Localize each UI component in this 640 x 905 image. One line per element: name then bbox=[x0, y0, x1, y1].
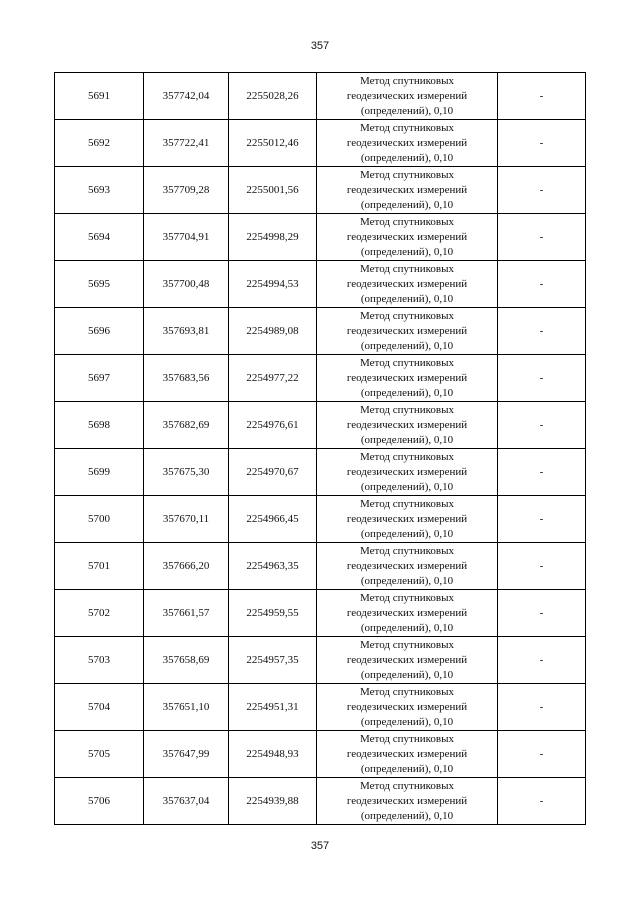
y-coordinate-cell: 2254939,88 bbox=[229, 778, 317, 825]
method-line: Метод спутниковых bbox=[360, 403, 454, 416]
point-number-cell: 5699 bbox=[55, 449, 144, 496]
y-coordinate-cell: 2254989,08 bbox=[229, 308, 317, 355]
description-cell: - bbox=[498, 308, 586, 355]
point-number-cell: 5695 bbox=[55, 261, 144, 308]
x-coordinate-cell: 357722,41 bbox=[144, 120, 229, 167]
method-cell bbox=[317, 355, 498, 402]
method-cell bbox=[317, 778, 498, 825]
method-line: геодезических измерений bbox=[346, 653, 468, 666]
description-cell: - bbox=[498, 167, 586, 214]
description-cell: - bbox=[498, 778, 586, 825]
method-line: (определений), 0,10 bbox=[360, 292, 454, 305]
method-cell bbox=[317, 637, 498, 684]
coordinates-table bbox=[54, 72, 586, 825]
method-line: Метод спутниковых bbox=[360, 638, 454, 651]
point-number-cell: 5693 bbox=[55, 167, 144, 214]
method-line: Метод спутниковых bbox=[360, 356, 454, 369]
point-number-cell: 5698 bbox=[55, 402, 144, 449]
method-line: геодезических измерений bbox=[346, 606, 468, 619]
table-row bbox=[55, 355, 586, 402]
method-line: (определений), 0,10 bbox=[360, 621, 454, 634]
y-coordinate-cell: 2254963,35 bbox=[229, 543, 317, 590]
method-line: Метод спутниковых bbox=[360, 168, 454, 181]
table-row bbox=[55, 308, 586, 355]
x-coordinate-cell: 357704,91 bbox=[144, 214, 229, 261]
x-coordinate-cell: 357683,56 bbox=[144, 355, 229, 402]
method-cell bbox=[317, 590, 498, 637]
method-line: Метод спутниковых bbox=[360, 309, 454, 322]
method-line: (определений), 0,10 bbox=[360, 762, 454, 775]
point-number-cell: 5706 bbox=[55, 778, 144, 825]
y-coordinate-cell: 2255001,56 bbox=[229, 167, 317, 214]
point-number-cell: 5704 bbox=[55, 684, 144, 731]
method-line: (определений), 0,10 bbox=[360, 339, 454, 352]
y-coordinate-cell: 2254951,31 bbox=[229, 684, 317, 731]
method-line: геодезических измерений bbox=[346, 136, 468, 149]
description-cell: - bbox=[498, 214, 586, 261]
method-cell bbox=[317, 496, 498, 543]
method-line: (определений), 0,10 bbox=[360, 668, 454, 681]
point-number-cell: 5694 bbox=[55, 214, 144, 261]
page-number-bottom: 357 bbox=[310, 840, 330, 852]
method-line: геодезических измерений bbox=[346, 700, 468, 713]
description-cell: - bbox=[498, 120, 586, 167]
page-number-top: 357 bbox=[310, 40, 330, 52]
method-line: (определений), 0,10 bbox=[360, 245, 454, 258]
table-row bbox=[55, 543, 586, 590]
method-line: геодезических измерений bbox=[346, 324, 468, 337]
method-line: (определений), 0,10 bbox=[360, 527, 454, 540]
method-line: Метод спутниковых bbox=[360, 779, 454, 792]
point-number-cell: 5691 bbox=[55, 73, 144, 120]
method-cell bbox=[317, 308, 498, 355]
method-line: Метод спутниковых bbox=[360, 121, 454, 134]
point-number-cell: 5697 bbox=[55, 355, 144, 402]
method-line: (определений), 0,10 bbox=[360, 151, 454, 164]
method-line: Метод спутниковых bbox=[360, 591, 454, 604]
method-line: Метод спутниковых bbox=[360, 732, 454, 745]
x-coordinate-cell: 357693,81 bbox=[144, 308, 229, 355]
table-row bbox=[55, 402, 586, 449]
table-row bbox=[55, 261, 586, 308]
description-cell: - bbox=[498, 590, 586, 637]
method-line: геодезических измерений bbox=[346, 794, 468, 807]
description-cell: - bbox=[498, 637, 586, 684]
method-line: Метод спутниковых bbox=[360, 497, 454, 510]
x-coordinate-cell: 357647,99 bbox=[144, 731, 229, 778]
x-coordinate-cell: 357700,48 bbox=[144, 261, 229, 308]
x-coordinate-cell: 357675,30 bbox=[144, 449, 229, 496]
table-row bbox=[55, 449, 586, 496]
method-line: (определений), 0,10 bbox=[360, 198, 454, 211]
method-line: геодезических измерений bbox=[346, 183, 468, 196]
description-cell: - bbox=[498, 684, 586, 731]
x-coordinate-cell: 357651,10 bbox=[144, 684, 229, 731]
method-cell bbox=[317, 731, 498, 778]
x-coordinate-cell: 357658,69 bbox=[144, 637, 229, 684]
y-coordinate-cell: 2254977,22 bbox=[229, 355, 317, 402]
method-line: геодезических измерений bbox=[346, 277, 468, 290]
table-row bbox=[55, 496, 586, 543]
method-cell bbox=[317, 167, 498, 214]
y-coordinate-cell: 2254948,93 bbox=[229, 731, 317, 778]
method-line: Метод спутниковых bbox=[360, 74, 454, 87]
point-number-cell: 5696 bbox=[55, 308, 144, 355]
y-coordinate-cell: 2254957,35 bbox=[229, 637, 317, 684]
method-line: геодезических измерений bbox=[346, 512, 468, 525]
y-coordinate-cell: 2254970,67 bbox=[229, 449, 317, 496]
method-line: геодезических измерений bbox=[346, 559, 468, 572]
point-number-cell: 5702 bbox=[55, 590, 144, 637]
method-cell bbox=[317, 543, 498, 590]
table-row bbox=[55, 214, 586, 261]
method-line: геодезических измерений bbox=[346, 465, 468, 478]
method-line: Метод спутниковых bbox=[360, 262, 454, 275]
method-line: (определений), 0,10 bbox=[360, 386, 454, 399]
point-number-cell: 5700 bbox=[55, 496, 144, 543]
table-row bbox=[55, 731, 586, 778]
description-cell: - bbox=[498, 73, 586, 120]
description-cell: - bbox=[498, 543, 586, 590]
coordinates-table-body bbox=[55, 73, 586, 825]
y-coordinate-cell: 2255012,46 bbox=[229, 120, 317, 167]
x-coordinate-cell: 357709,28 bbox=[144, 167, 229, 214]
method-cell bbox=[317, 73, 498, 120]
method-cell bbox=[317, 261, 498, 308]
y-coordinate-cell: 2254966,45 bbox=[229, 496, 317, 543]
point-number-cell: 5692 bbox=[55, 120, 144, 167]
description-cell: - bbox=[498, 261, 586, 308]
y-coordinate-cell: 2254976,61 bbox=[229, 402, 317, 449]
method-line: геодезических измерений bbox=[346, 418, 468, 431]
table-row bbox=[55, 778, 586, 825]
method-line: геодезических измерений bbox=[346, 89, 468, 102]
method-cell bbox=[317, 402, 498, 449]
description-cell: - bbox=[498, 449, 586, 496]
method-line: (определений), 0,10 bbox=[360, 433, 454, 446]
x-coordinate-cell: 357661,57 bbox=[144, 590, 229, 637]
y-coordinate-cell: 2254994,53 bbox=[229, 261, 317, 308]
method-cell bbox=[317, 214, 498, 261]
point-number-cell: 5701 bbox=[55, 543, 144, 590]
y-coordinate-cell: 2254959,55 bbox=[229, 590, 317, 637]
method-line: Метод спутниковых bbox=[360, 685, 454, 698]
description-cell: - bbox=[498, 402, 586, 449]
method-line: геодезических измерений bbox=[346, 371, 468, 384]
description-cell: - bbox=[498, 355, 586, 402]
y-coordinate-cell: 2255028,26 bbox=[229, 73, 317, 120]
method-line: (определений), 0,10 bbox=[360, 104, 454, 117]
method-cell bbox=[317, 684, 498, 731]
x-coordinate-cell: 357637,04 bbox=[144, 778, 229, 825]
table-row bbox=[55, 73, 586, 120]
method-line: (определений), 0,10 bbox=[360, 809, 454, 822]
table-row bbox=[55, 684, 586, 731]
method-line: Метод спутниковых bbox=[360, 544, 454, 557]
point-number-cell: 5703 bbox=[55, 637, 144, 684]
x-coordinate-cell: 357670,11 bbox=[144, 496, 229, 543]
description-cell: - bbox=[498, 496, 586, 543]
table-row bbox=[55, 637, 586, 684]
table-row bbox=[55, 120, 586, 167]
method-cell bbox=[317, 449, 498, 496]
method-line: (определений), 0,10 bbox=[360, 480, 454, 493]
method-line: (определений), 0,10 bbox=[360, 574, 454, 587]
method-line: (определений), 0,10 bbox=[360, 715, 454, 728]
x-coordinate-cell: 357666,20 bbox=[144, 543, 229, 590]
method-line: Метод спутниковых bbox=[360, 215, 454, 228]
point-number-cell: 5705 bbox=[55, 731, 144, 778]
y-coordinate-cell: 2254998,29 bbox=[229, 214, 317, 261]
table-row bbox=[55, 167, 586, 214]
table-row bbox=[55, 590, 586, 637]
x-coordinate-cell: 357742,04 bbox=[144, 73, 229, 120]
x-coordinate-cell: 357682,69 bbox=[144, 402, 229, 449]
method-line: геодезических измерений bbox=[346, 747, 468, 760]
method-cell bbox=[317, 120, 498, 167]
description-cell: - bbox=[498, 731, 586, 778]
method-line: Метод спутниковых bbox=[360, 450, 454, 463]
method-line: геодезических измерений bbox=[346, 230, 468, 243]
